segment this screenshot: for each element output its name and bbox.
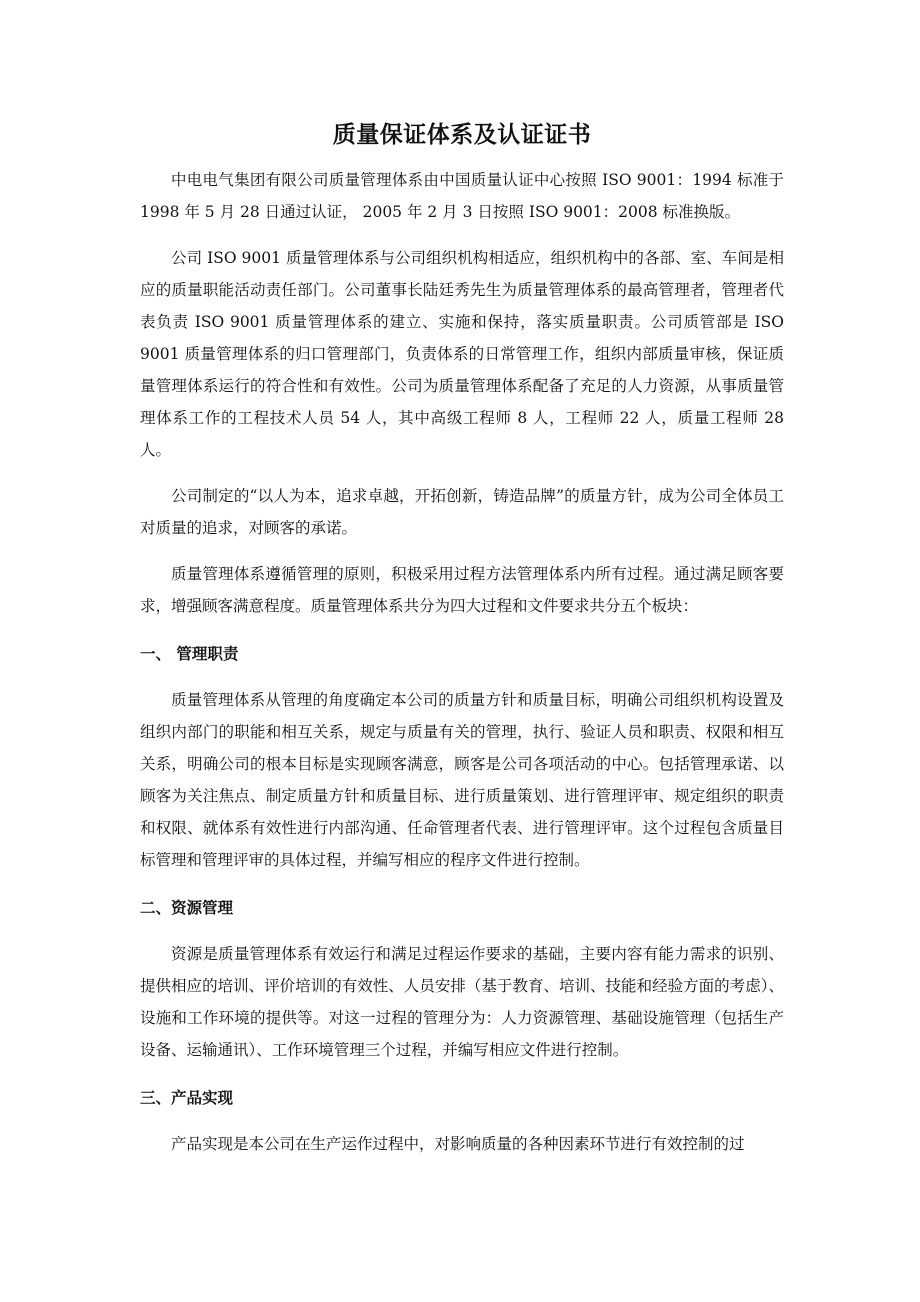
section-heading-management-responsibility: 一、 管理职责 <box>140 644 239 663</box>
section-body-resource-management: 资源是质量管理体系有效运行和满足过程运作要求的基础，主要内容有能力需求的识别、提供相应的培训、评价培训的有效性、人员安排（基于教育、培训、技能和经验方面的考虑）、设施和工作环境的提供等。对这一过程的管理分为：人力资源管理、基础设施管理（包括生产设备、运输通讯）、工作环境管理三个过程，并编写相应文件进行控制。 <box>140 945 784 1059</box>
section-heading-resource-management: 二、资源管理 <box>140 898 234 917</box>
intro-paragraph-quality-policy: 公司制定的“以人为本，追求卓越，开拓创新，铸造品牌”的质量方针，成为公司全体员工对质量的追求，对顾客的承诺。 <box>140 487 784 537</box>
intro-paragraph-process-approach: 质量管理体系遵循管理的原则，积极采用过程方法管理体系内所有过程。通过满足顾客要求，增强顾客满意程度。质量管理体系共分为四大过程和文件要求共分五个板块： <box>140 565 784 615</box>
document-title: 质量保证体系及认证证书 <box>332 121 592 148</box>
document-content <box>140 118 784 1160</box>
intro-paragraph-certification: 中电电气集团有限公司质量管理体系由中国质量认证中心按照 ISO 9001：1994 标准于 1998 年 5 月 28 日通过认证， 2005 年 2 月 3 日按照 ISO 9001：2008 标准换版。 <box>140 171 784 221</box>
section-body-management-responsibility: 质量管理体系从管理的角度确定本公司的质量方针和质量目标，明确公司组织机构设置及组织内部门的职能和相互关系，规定与质量有关的管理，执行、验证人员和职责、权限和相互关系，明确公司的根本目标是实现顾客满意，顾客是公司各项活动的中心。包括管理承诺、以顾客为关注焦点、制定质量方针和质量目标、进行质量策划、进行管理评审、规定组织的职责和权限、就体系有效性进行内部沟通、任命管理者代表、进行管理评审。这个过程包含质量目标管理和管理评审的具体过程，并编写相应的程序文件进行控制。 <box>140 691 784 869</box>
section-body-product-realization: 产品实现是本公司在生产运作过程中，对影响质量的各种因素环节进行有效控制的过 <box>171 1135 745 1153</box>
section-heading-product-realization: 三、产品实现 <box>140 1088 234 1107</box>
intro-paragraph-organization: 公司 ISO 9001 质量管理体系与公司组织机构相适应，组织机构中的各部、室、车间是相应的质量职能活动责任部门。公司董事长陆廷秀先生为质量管理体系的最高管理者，管理者代表负责 ISO 9001 质量管理体系的建立、实施和保持，落实质量职责。公司质管部是 ISO 9001 质量管理体系的归口管理部门，负责体系的日常管理工作，组织内部质量审核，保证质量管理体系运行的符合性和有效性。公司为质量管理体系配备了充足的人力资源，从事质量管理体系工作的工程技术人员 54 人，其中高级工程师 8 人，工程师 22 人，质量工程师 28 人。 <box>140 249 784 459</box>
